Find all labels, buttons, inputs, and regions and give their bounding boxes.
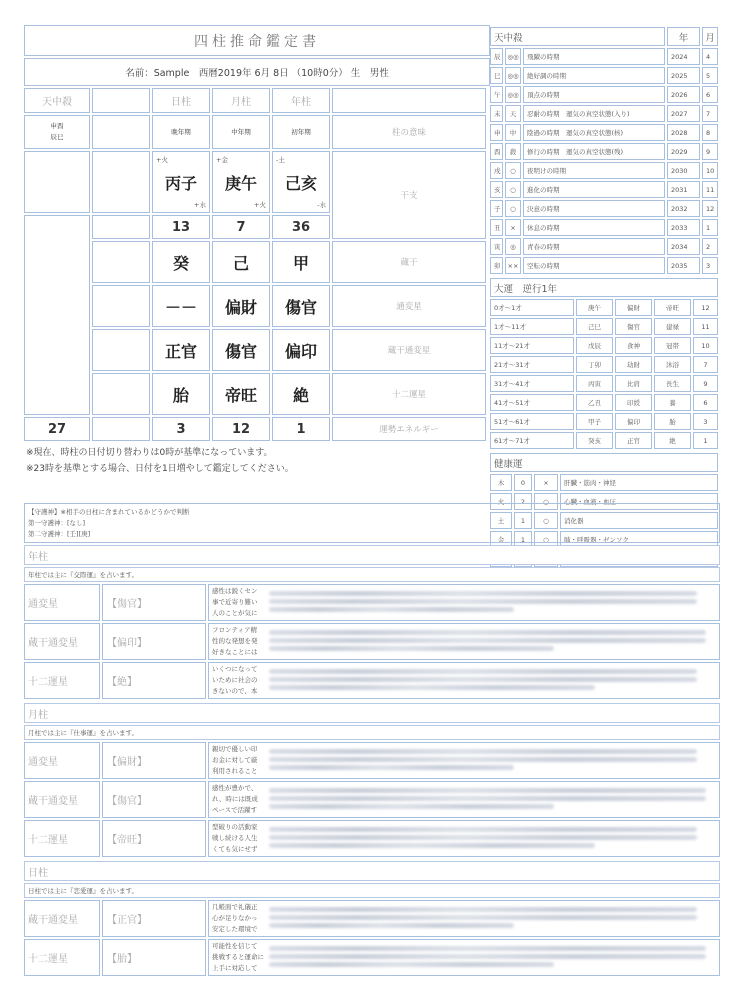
- description-line: 性的な発想を発: [212, 637, 258, 645]
- unsei-cell: 建禄: [654, 318, 691, 335]
- element-cell: 火: [490, 493, 512, 510]
- redacted-text: [269, 904, 715, 933]
- redacted-text: [269, 943, 715, 972]
- day-pillar-header: 日柱: [152, 88, 210, 113]
- day-kanshi: [152, 151, 210, 213]
- second-guardian: 第二守護神：[壬][庚]: [28, 530, 91, 538]
- star-table: [22, 582, 722, 701]
- day-tsuhensei: －－: [152, 285, 210, 327]
- branch-cell: 巳: [490, 67, 503, 84]
- tenchusatsu-value-1: 申酉: [50, 122, 64, 130]
- day-kanshi-value: 丙子: [164, 173, 197, 193]
- age-range-cell: 1才～11才: [490, 318, 574, 335]
- day-branch-element: +水: [194, 201, 206, 209]
- tenchusatsu-row: [490, 143, 718, 160]
- blank-cell: [24, 151, 90, 213]
- star-table: [22, 898, 722, 978]
- mark-cell: ××: [505, 257, 521, 274]
- junisei-label: 十二運星: [332, 373, 486, 415]
- mark-cell: ○: [505, 162, 521, 179]
- period-text-cell: 決意の時期: [523, 200, 665, 217]
- mark-cell: 中: [505, 124, 521, 141]
- day-number: 13: [152, 215, 210, 239]
- month-period: 中年期: [212, 115, 270, 149]
- description-line: れ、時には既成: [212, 795, 258, 803]
- day-energy: 3: [152, 417, 210, 441]
- note-line: ※現在、時柱の日付切り替わりは0時が基準になっています。: [26, 448, 273, 458]
- mark-cell: ◎◎: [505, 67, 521, 84]
- first-guardian: 第一守護神：[なし]: [28, 519, 86, 527]
- redacted-text: [269, 746, 715, 775]
- energy-label: 運勢エネルギー: [332, 417, 486, 441]
- unsei-cell: 胎: [654, 413, 691, 430]
- mark-cell: ◎: [505, 238, 521, 255]
- hour-junisei: [92, 373, 150, 415]
- tenchusatsu-row: [490, 105, 718, 122]
- kanshi-label: 干支: [332, 151, 486, 239]
- unsei-cell: 絶: [654, 432, 691, 449]
- star-type-label: 十二運星: [24, 939, 100, 976]
- month-tsuhensei: 偏財: [212, 285, 270, 327]
- hour-pillar-header: [92, 88, 150, 113]
- description-line: 感性が豊かで、: [212, 784, 258, 792]
- redacted-text: [269, 666, 715, 695]
- year-energy: 1: [272, 417, 330, 441]
- blank-header: [332, 88, 486, 113]
- star-description: [208, 742, 720, 779]
- description-line: 安定した環境で: [212, 925, 258, 933]
- branch-cell: 午: [490, 86, 503, 103]
- unsei-cell: 長生: [654, 375, 691, 392]
- count-cell: 0: [514, 474, 532, 491]
- four-pillars-table: [22, 86, 488, 443]
- tenchusatsu-header: 天中殺: [24, 88, 90, 113]
- pillar-section-title: 日柱: [24, 861, 720, 881]
- energy-cell: 9: [693, 375, 718, 392]
- energy-cell: 11: [693, 318, 718, 335]
- energy-cell: 6: [693, 394, 718, 411]
- description-line: いくつになって: [212, 665, 258, 673]
- star-row: [24, 584, 720, 621]
- branch-cell: 申: [490, 124, 503, 141]
- year-period: 初年期: [272, 115, 330, 149]
- year-cell: 2034: [667, 238, 700, 255]
- organs-cell: 心臓・血液・血圧: [560, 493, 718, 510]
- day-period: 晩年期: [152, 115, 210, 149]
- branch-cell: 辰: [490, 48, 503, 65]
- tenchusatsu-row: [490, 162, 718, 179]
- health-table-title: 健康運: [490, 453, 718, 472]
- day-junisei: 胎: [152, 373, 210, 415]
- year-kanshi-value: 己亥: [284, 173, 317, 193]
- health-row: [490, 474, 718, 491]
- day-stem-element: +火: [156, 156, 168, 164]
- energy-cell: 7: [693, 356, 718, 373]
- mark-cell: ◎◎: [505, 48, 521, 65]
- year-stem-element: -土: [276, 156, 285, 164]
- star-type-label: 十二運星: [24, 662, 100, 699]
- day-zokan-tsuhensei: 正官: [152, 329, 210, 371]
- period-text-cell: 休息の時期: [523, 219, 665, 236]
- year-cell: 2026: [667, 86, 700, 103]
- taiun-row: [490, 432, 718, 449]
- star-value: 【正官】: [102, 900, 206, 937]
- month-zokan: 己: [212, 241, 270, 283]
- star-cell: 正官: [615, 432, 652, 449]
- kanshi-cell: 甲子: [576, 413, 613, 430]
- energy-cell: 12: [693, 299, 718, 316]
- taiun-table: [488, 276, 720, 451]
- taiun-row: [490, 394, 718, 411]
- star-type-label: 通変星: [24, 584, 100, 621]
- taiun-row: [490, 299, 718, 316]
- year-cell: 2033: [667, 219, 700, 236]
- year-cell: 2030: [667, 162, 700, 179]
- zokan-label: 蔵干: [332, 241, 486, 283]
- year-zokan: 甲: [272, 241, 330, 283]
- star-row: [24, 820, 720, 857]
- unsei-cell: 帝旺: [654, 299, 691, 316]
- mark-cell: 殺: [505, 143, 521, 160]
- star-table: [22, 740, 722, 859]
- month-kanshi-value: 庚午: [224, 173, 257, 193]
- period-text-cell: 青春の時期: [523, 238, 665, 255]
- kanshi-cell: 己巳: [576, 318, 613, 335]
- star-cell: 比肩: [615, 375, 652, 392]
- tenchusatsu-row: [490, 48, 718, 65]
- month-cell: 7: [702, 105, 718, 122]
- month-cell: 5: [702, 67, 718, 84]
- description-line: 心が足りなかっ: [212, 914, 258, 922]
- taiun-table-title: 大運 逆行1年: [490, 278, 718, 297]
- branch-cell: 未: [490, 105, 503, 122]
- star-type-label: 蔵干通変星: [24, 900, 100, 937]
- organs-cell: 消化器: [560, 512, 718, 529]
- star-row: [24, 742, 720, 779]
- star-value: 【偏財】: [102, 742, 206, 779]
- pillar-section-description: 日柱では主に『恋愛運』を占います。: [24, 883, 720, 898]
- description-line: くても気にせず: [212, 845, 258, 853]
- star-cell: 傷官: [615, 318, 652, 335]
- star-description: [208, 623, 720, 660]
- month-cell: 9: [702, 143, 718, 160]
- taiun-row: [490, 413, 718, 430]
- month-cell: 3: [702, 257, 718, 274]
- age-range-cell: 31才～41才: [490, 375, 574, 392]
- count-cell: 2: [514, 493, 532, 510]
- taiun-row: [490, 318, 718, 335]
- mark-cell: 天: [505, 105, 521, 122]
- period-text-cell: 進化の時期: [523, 181, 665, 198]
- description-line: フロンティア精: [212, 626, 257, 634]
- star-type-label: 通変星: [24, 742, 100, 779]
- tenchusatsu-table-title: 天中殺: [490, 27, 665, 46]
- month-cell: 4: [702, 48, 718, 65]
- month-column-header: 月: [702, 27, 718, 46]
- period-text-cell: 空転の時期: [523, 257, 665, 274]
- unsei-cell: 沐浴: [654, 356, 691, 373]
- pillar-section-title: 月柱: [24, 703, 720, 723]
- hour-energy: [92, 417, 150, 441]
- pillar-section-description: 月柱では主に『仕事運』を占います。: [24, 725, 720, 740]
- tenchusatsu-table: [488, 25, 720, 276]
- tenchusatsu-row: [490, 257, 718, 274]
- year-cell: 2029: [667, 143, 700, 160]
- kanshi-cell: 庚午: [576, 299, 613, 316]
- age-range-cell: 61才～71才: [490, 432, 574, 449]
- period-text-cell: 飛躍の時期: [523, 48, 665, 65]
- period-text-cell: 絶好調の時期: [523, 67, 665, 84]
- year-zokan-tsuhensei: 偏印: [272, 329, 330, 371]
- star-cell: 劫財: [615, 356, 652, 373]
- month-cell: 12: [702, 200, 718, 217]
- star-description: [208, 820, 720, 857]
- period-text-cell: 忍耐の時期 運気の真空状態(入り): [523, 105, 665, 122]
- branch-cell: 卯: [490, 257, 503, 274]
- hour-zokan-tsuhensei: [92, 329, 150, 371]
- branch-cell: 酉: [490, 143, 503, 160]
- year-number: 36: [272, 215, 330, 239]
- count-cell: 1: [514, 531, 532, 548]
- kanshi-cell: 丙寅: [576, 375, 613, 392]
- year-kanshi: [272, 151, 330, 213]
- age-range-cell: 11才～21才: [490, 337, 574, 354]
- description-line: ペースで活躍す: [212, 806, 258, 814]
- branch-cell: 亥: [490, 181, 503, 198]
- branch-cell: 丑: [490, 219, 503, 236]
- month-kanshi: [212, 151, 270, 213]
- age-range-cell: 41才～51才: [490, 394, 574, 411]
- taiun-row: [490, 375, 718, 392]
- star-type-label: 蔵干通変星: [24, 781, 100, 818]
- star-row: [24, 662, 720, 699]
- star-cell: 偏財: [615, 299, 652, 316]
- note-line: ※23時を基準とする場合、日付を1日増やして鑑定してください。: [26, 464, 294, 474]
- subject-info: 名前：Sample 西暦2019年 6月 8日 （10時0分） 生 男性: [24, 58, 490, 86]
- description-line: 事で近寄り難い: [212, 598, 258, 606]
- star-value: 【絶】: [102, 662, 206, 699]
- year-junisei: 絶: [272, 373, 330, 415]
- star-value: 【傷官】: [102, 781, 206, 818]
- taiun-row: [490, 337, 718, 354]
- star-type-label: 十二運星: [24, 820, 100, 857]
- pillar-section-title: 年柱: [24, 545, 720, 565]
- year-branch-element: -水: [317, 201, 326, 209]
- month-pillar-header: 月柱: [212, 88, 270, 113]
- description-line: 利用されること: [212, 767, 258, 775]
- energy-cell: 3: [693, 413, 718, 430]
- month-cell: 10: [702, 162, 718, 179]
- star-value: 【偏印】: [102, 623, 206, 660]
- month-cell: 6: [702, 86, 718, 103]
- year-column-header: 年: [667, 27, 700, 46]
- star-value: 【帝旺】: [102, 820, 206, 857]
- year-cell: 2024: [667, 48, 700, 65]
- element-cell: 土: [490, 512, 512, 529]
- guardian-box: [24, 503, 720, 543]
- star-type-label: 蔵干通変星: [24, 623, 100, 660]
- month-number: 7: [212, 215, 270, 239]
- hour-period: [92, 115, 150, 149]
- star-cell: 印綬: [615, 394, 652, 411]
- mark-cell: ○: [534, 531, 558, 548]
- month-stem-element: +金: [216, 156, 228, 164]
- tenchusatsu-row: [490, 219, 718, 236]
- month-cell: 1: [702, 219, 718, 236]
- description-line: 型破りの活動家: [212, 823, 258, 831]
- year-pillar-header: 年柱: [272, 88, 330, 113]
- hour-tsuhensei: [92, 285, 150, 327]
- branch-cell: 戌: [490, 162, 503, 179]
- star-row: [24, 939, 720, 976]
- notes: [24, 445, 490, 477]
- description-line: 好きなことには: [212, 648, 258, 656]
- year-cell: 2031: [667, 181, 700, 198]
- period-text-cell: 夜明けの時期: [523, 162, 665, 179]
- kanshi-cell: 癸亥: [576, 432, 613, 449]
- organs-cell: 肝臓・筋肉・神経: [560, 474, 718, 491]
- star-description: [208, 781, 720, 818]
- star-cell: 食神: [615, 337, 652, 354]
- month-branch-element: +火: [254, 201, 266, 209]
- age-range-cell: 0才～1才: [490, 299, 574, 316]
- year-cell: 2028: [667, 124, 700, 141]
- element-cell: 木: [490, 474, 512, 491]
- document-title: 四柱推命鑑定書: [24, 25, 490, 56]
- star-description: [208, 662, 720, 699]
- kanshi-cell: 乙丑: [576, 394, 613, 411]
- description-line: 可能性を信じて: [212, 942, 258, 950]
- description-line: 人のことが気に: [212, 609, 258, 617]
- mark-cell: ◎◎: [505, 86, 521, 103]
- star-description: [208, 939, 720, 976]
- hour-zokan: [92, 241, 150, 283]
- energy-cell: 10: [693, 337, 718, 354]
- year-cell: 2027: [667, 105, 700, 122]
- star-row: [24, 900, 720, 937]
- month-cell: 2: [702, 238, 718, 255]
- star-value: 【胎】: [102, 939, 206, 976]
- description-line: いために社会の: [212, 676, 258, 684]
- month-zokan-tsuhensei: 傷官: [212, 329, 270, 371]
- kanshi-cell: 戊辰: [576, 337, 613, 354]
- unsei-cell: 養: [654, 394, 691, 411]
- mark-cell: ○: [505, 181, 521, 198]
- period-text-cell: 頂点の時期: [523, 86, 665, 103]
- energy-total: 27: [24, 417, 90, 441]
- energy-cell: 1: [693, 432, 718, 449]
- mark-cell: ○: [534, 493, 558, 510]
- year-cell: 2025: [667, 67, 700, 84]
- star-value: 【傷官】: [102, 584, 206, 621]
- side-panels: [490, 25, 720, 569]
- tenchusatsu-value-2: 辰巳: [50, 133, 64, 141]
- star-row: [24, 623, 720, 660]
- description-line: 挑戦すると運命に: [212, 953, 264, 961]
- kanshi-cell: 丁卯: [576, 356, 613, 373]
- element-cell: 金: [490, 531, 512, 548]
- guardian-heading: 【守護神】※相手の日柱に含まれているかどうかで判断: [28, 508, 190, 516]
- age-range-cell: 21才～31才: [490, 356, 574, 373]
- mark-cell: ○: [505, 200, 521, 217]
- chart-panel: [24, 25, 490, 477]
- star-cell: 偏印: [615, 413, 652, 430]
- day-zokan: 癸: [152, 241, 210, 283]
- zokan-tsuhensei-label: 蔵干通変星: [332, 329, 486, 371]
- pillar-meaning-label: 柱の意味: [332, 115, 486, 149]
- star-description: [208, 900, 720, 937]
- pillar-section-description: 年柱では主に『交際運』を占います。: [24, 567, 720, 582]
- month-cell: 11: [702, 181, 718, 198]
- tenchusatsu-value: [24, 115, 90, 149]
- tenchusatsu-row: [490, 200, 718, 217]
- period-text-cell: 修行の時期 運気の真空状態(残): [523, 143, 665, 160]
- description-line: きないので、本: [212, 687, 258, 695]
- redacted-text: [269, 588, 715, 617]
- period-text-cell: 陰過の時期 運気の真空状態(核): [523, 124, 665, 141]
- star-row: [24, 781, 720, 818]
- description-line: 感性は鋭くセン: [212, 587, 258, 595]
- year-cell: 2035: [667, 257, 700, 274]
- count-cell: 1: [514, 512, 532, 529]
- description-line: お金に対して厳: [212, 756, 258, 764]
- mark-cell: ○: [534, 512, 558, 529]
- hour-kanshi: [92, 151, 150, 213]
- hour-number: [92, 215, 150, 239]
- year-cell: 2032: [667, 200, 700, 217]
- description-line: 几帳面で礼儀正: [212, 903, 258, 911]
- description-line: 親切で優しい印: [212, 745, 258, 753]
- month-energy: 12: [212, 417, 270, 441]
- description-line: 戦し続ける人生: [212, 834, 258, 842]
- reading-details: [24, 503, 720, 978]
- tenchusatsu-row: [490, 86, 718, 103]
- branch-cell: 子: [490, 200, 503, 217]
- tenchusatsu-row: [490, 238, 718, 255]
- mark-cell: ×: [505, 219, 521, 236]
- organs-cell: 肺・呼吸器・ゼンソク: [560, 531, 718, 548]
- merged-blank-cell: [24, 215, 90, 415]
- month-cell: 8: [702, 124, 718, 141]
- tenchusatsu-row: [490, 181, 718, 198]
- tsuhensei-label: 通変星: [332, 285, 486, 327]
- description-line: 上手に対応して: [212, 964, 258, 972]
- month-junisei: 帝旺: [212, 373, 270, 415]
- age-range-cell: 51才～61才: [490, 413, 574, 430]
- tenchusatsu-row: [490, 124, 718, 141]
- taiun-row: [490, 356, 718, 373]
- year-tsuhensei: 傷官: [272, 285, 330, 327]
- unsei-cell: 冠帯: [654, 337, 691, 354]
- star-description: [208, 584, 720, 621]
- mark-cell: ×: [534, 474, 558, 491]
- redacted-text: [269, 824, 715, 853]
- redacted-text: [269, 627, 715, 656]
- tenchusatsu-row: [490, 67, 718, 84]
- redacted-text: [269, 785, 715, 814]
- branch-cell: 寅: [490, 238, 503, 255]
